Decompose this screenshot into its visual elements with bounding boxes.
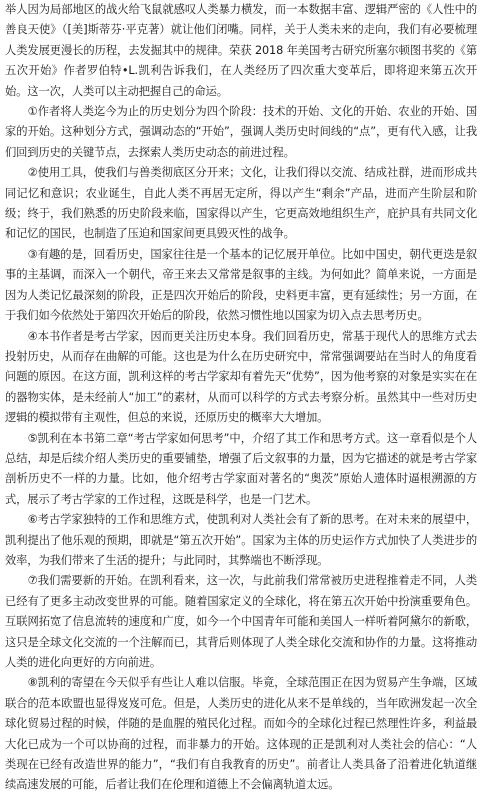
paragraph-2: ②使用工具，使我们与兽类彻底区分开来；文化，让我们得以交流、结成社群，进而形成共同记忆和意识；农业诞生，自此人类不再居无定所，得以产生“剩余”产品，进而产生阶层和阶级；终于，我们熟悉的历史阶段来临，国家得以产生，它更高效地组织生产，庇护具有共同文化和记忆的国民，也制造了压迫和国家间更具毁灭性的战争。 <box>5 166 477 241</box>
paragraph-6: ⑥考古学家独特的工作和思维方式，使凯利对人类社会有了新的思考。在对未来的展望中，凯利提出了他乐观的预期，即就是“第五次开始”。国家为主体的历史运作方式加快了人类进步的效率，为我们带来了生活的提升；与此同时，其弊端也不断浮现。 <box>5 513 477 567</box>
paragraph-7: ⑦我们需要新的开始。在凯利看来，这一次，与此前我们常常被历史进程推着走不同，人类已经有了更多主动改变世界的可能。随着国家定义的全球化，将在第五次开始中扮演重要角色。互联网拓宽了信息流转的速度和广度，如今一个中国青年可能和美国人一样听着阿黛尔的新歌，这只是全球文化交流的一个注解而已，其背后则体现了人类全球化交流和协作的力量。这将推动人类的进化向更好的方向前进。 <box>5 574 477 669</box>
paragraph-4: ④本书作者是考古学家，因而更关注历史本身。我们回看历史，常基于现代人的思维方式去投射历史，从而存在曲解的可能。这也是为什么在历史研究中，常常强调要站在当时人的角度看问题的原因。在这方面，凯利这样的考古学家却有着先天“优势”，因为他考察的对象是实实在在的器物实体，是未经前人“加工”的素材，从而可以科学的方式去考察分析。虽然其中一些对历史逻辑的模拟带有主观性，但总的来说，还原历史的概率大大增加。 <box>5 329 477 425</box>
paragraph-3: ③有趣的是，回看历史，国家往往是一个基本的记忆展开单位。比如中国史，朝代更迭是叙事的主基调，而深入一个朝代，帝王来去又常常是叙事的主线。为何如此？简单来说，一方面是因为人类记忆最深刻的阶段，正是四次开始后的阶段，史料更丰富，更有延续性；另一方面，在于我们如今依然处于第四次开始后的阶段，依然习惯性地以国家为切入点去思考历史。 <box>5 247 477 323</box>
paragraph-1: ①作者将人类迄今为止的历史划分为四个阶段：技术的开始、文化的开始、农业的开始、国家的开始。这种划分方式，强调动态的“开始”，强调人类历史时间线的“点”，更有代入感，让我们回到历史的关键节点，去探索人类历史动态的前进过程。 <box>5 105 477 159</box>
paragraph-intro: 举人因为局部地区的战火给飞鼠就感叹人类暴力横发，而一本数据丰富、逻辑严密的《人性中的善良天使》（[美]斯蒂芬·平克著）就让他们闭嘴。同样，关于人类未来的走向，我们有必要梳理人类发展更漫长的历程，去发掘其中的规律。荣获 2018 年美国考古研究所塞尔顿图书奖的《第五次开始》作者罗伯特•L.凯利告诉我们，在人类经历了四次重大变革后，即将迎来第五次开始。这一次，人类可以主动把握自己的命运。 <box>5 3 477 98</box>
paragraph-8: ⑧凯利的寄望在今天似乎有些让人难以信服。毕竟，全球范围正在因为贸易产生争端，区域联合的范本欧盟也显得岌岌可危。但是，人类历史的进化从来不是单线的，当年欧洲发起一次全球化贸易过程的时候，伴随的是血腥的殖民化过程。而如今的全球化过程已然理性许多，利益最大化已成为一个可以协商的过程，而非暴力的开始。这体现的正是凯利对人类社会的信心：“人类现在已经有改造世界的能力”，“我们有自我教育的历史”。前者让人类具备了沿着进化轨道继续高速发展的可能，后者让我们在伦理和道德上不会偏离轨道太远。 <box>5 676 477 792</box>
paragraph-5: ⑤凯利在本书第二章“考古学家如何思考”中，介绍了其工作和思考方式。这一章看似是个人总结，却是后续介绍人类历史的重要铺垫，增强了后文叙事的力量，因为它描述的就是考古学家剖析历史不一样的力量。比如，他介绍考古学家面对著名的“奥茨”原始人遗体时逼根溯源的方式，展示了考古学家的工作过程，这既是科学，也是一门艺术。 <box>5 431 477 506</box>
